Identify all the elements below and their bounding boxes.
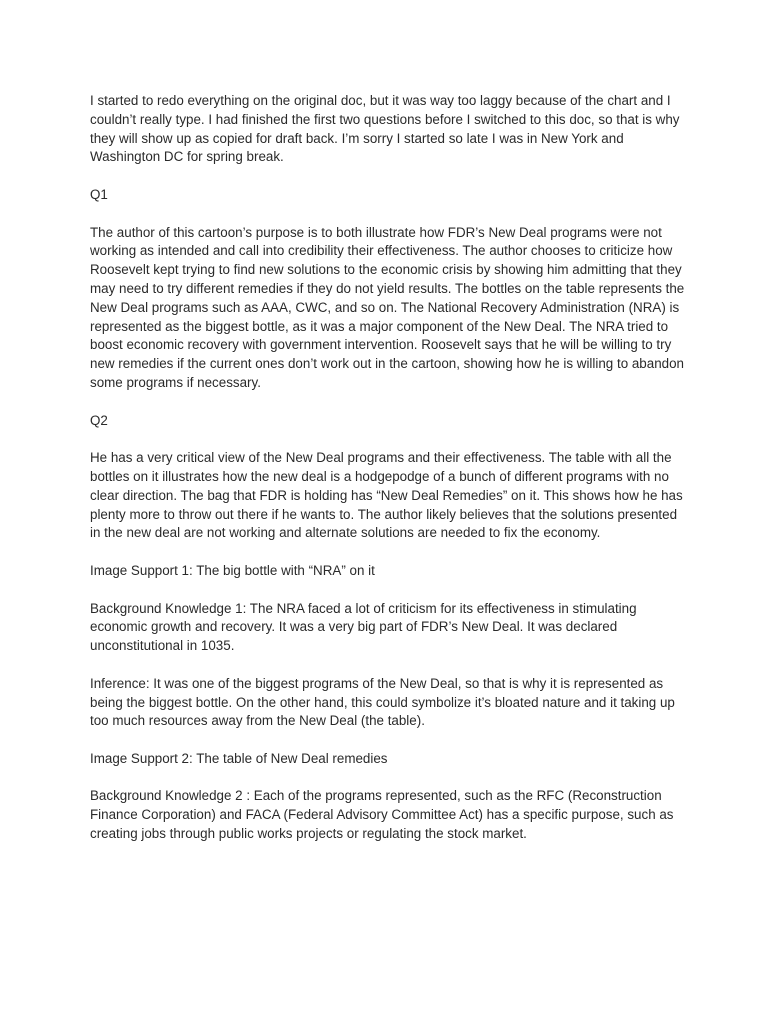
document-body — [90, 92, 690, 863]
background-knowledge-2: Background Knowledge 2 : Each of the programs represented, such as the RFC (Reconstruction Finance Corporation) and FACA (Federal Advisory Committee Act) has a specific purpose, such as creating jobs through public works projects or regulating the stock market. — [90, 788, 674, 842]
q1-heading: Q1 — [90, 186, 108, 202]
background-knowledge-1: Background Knowledge 1: The NRA faced a lot of criticism for its effectiveness in stimulating economic growth and recovery. It was a very big part of FDR’s New Deal. It was declared unconstitutional in 1035. — [90, 600, 637, 654]
q1-answer-paragraph: The author of this cartoon’s purpose is to both illustrate how FDR’s New Deal programs were not working as intended and call into credibility their effectiveness. The author chooses to criticize how Roosevelt kept trying to find new solutions to the economic crisis by showing him admitting that they may need to try different remedies if they do not yield results. The bottles on the table represents the New Deal programs such as AAA, CWC, and so on. The National Recovery Administration (NRA) is represented as the biggest bottle, as it was a major component of the New Deal. The NRA tried to boost economic recovery with government intervention. Roosevelt says that he will be willing to try new remedies if the current ones don’t work out in the cartoon, showing how he is willing to abandon some programs if necessary. — [90, 224, 685, 390]
inference-paragraph: Inference: It was one of the biggest programs of the New Deal, so that is why it is represented as being the biggest bottle. On the other hand, this could symbolize it’s bloated nature and it taking up too much resources away from the New Deal (the table). — [90, 675, 675, 729]
q2-answer-paragraph: He has a very critical view of the New Deal programs and their effectiveness. The table with all the bottles on it illustrates how the new deal is a hodgepodge of a bunch of different programs with no clear direction. The bag that FDR is holding has “New Deal Remedies” on it. This shows how he has plenty more to throw out there if he wants to. The author likely believes that the solutions presented in the new deal are not working and alternate solutions are needed to fix the economy. — [90, 450, 683, 541]
image-support-1: Image Support 1: The big bottle with “NRA” on it — [90, 562, 375, 578]
q2-heading: Q2 — [90, 412, 108, 428]
intro-paragraph: I started to redo everything on the original doc, but it was way too laggy because of the chart and I couldn’t really type. I had finished the first two questions before I switched to this doc, so that is why they will show up as copied for draft back. I’m sorry I started so late I was in New York and Washington DC for spring break. — [90, 93, 680, 165]
image-support-2: Image Support 2: The table of New Deal remedies — [90, 750, 388, 766]
